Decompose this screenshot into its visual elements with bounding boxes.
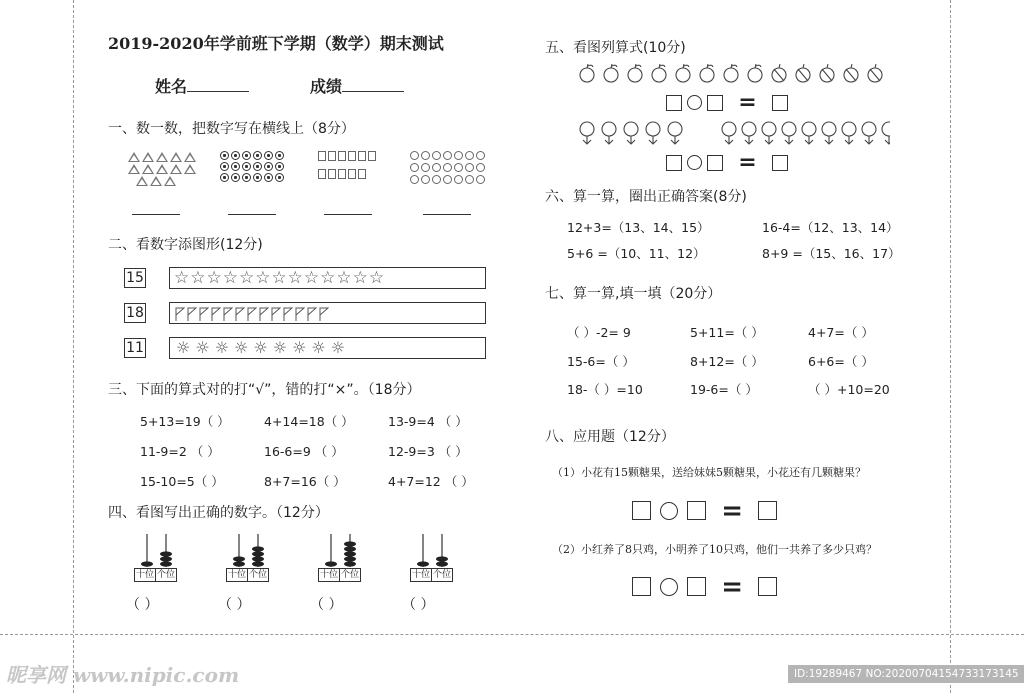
abacus-answer[interactable]: （ ） — [218, 597, 251, 613]
fill-item[interactable]: 15-6=（ ） — [567, 354, 635, 369]
answer-box — [772, 155, 788, 171]
ones-label: 个位 — [340, 570, 359, 580]
ones-label: 个位 — [432, 570, 451, 580]
section5-heading: 五、看图列算式(10分) — [545, 40, 686, 56]
circle-answer-item[interactable]: 5+6 =（10、11、12） — [567, 246, 706, 261]
sun-icon-row: ☼☼☼☼☼☼☼☼☼ — [176, 338, 351, 357]
check-item[interactable]: 4+7=12 （ ） — [388, 474, 474, 489]
fill-item[interactable]: 5+11=（ ） — [690, 325, 764, 340]
fill-item[interactable]: 19-6=（ ） — [690, 382, 758, 397]
fill-item[interactable]: 18-（ ）=10 — [567, 382, 643, 397]
answer-box — [687, 501, 706, 520]
right-margin-line — [950, 0, 951, 693]
circle-answer-item[interactable]: 16-4=（12、13、14） — [762, 220, 899, 235]
answer-box — [666, 155, 682, 171]
suns-row[interactable] — [169, 337, 486, 359]
check-item[interactable]: 11-9=2 （ ） — [140, 444, 220, 459]
number-box-15: 15 — [124, 268, 146, 288]
tens-label: 十位 — [411, 570, 430, 580]
section7-heading: 七、算一算,填一填（20分） — [545, 286, 722, 302]
fill-item[interactable]: （ ）-2= 9 — [567, 325, 631, 340]
circle-answer-item[interactable]: 8+9 =（15、16、17） — [762, 246, 901, 261]
abacus-rods — [128, 530, 468, 570]
equals-sign: = — [738, 149, 757, 175]
answer-blank-2[interactable] — [228, 214, 276, 215]
equation-blank-row-1[interactable] — [666, 89, 788, 115]
stars-row[interactable] — [169, 267, 486, 289]
left-margin-line — [73, 0, 74, 693]
score-blank[interactable] — [342, 91, 404, 92]
check-item[interactable]: 5+13=19（ ） — [140, 414, 230, 429]
check-item[interactable]: 16-6=9 （ ） — [264, 444, 344, 459]
name-field — [155, 74, 249, 97]
answer-box — [758, 501, 777, 520]
flags-row[interactable] — [169, 302, 486, 324]
section8-heading: 八、应用题（12分） — [545, 429, 675, 445]
answer-blank-4[interactable] — [423, 214, 471, 215]
check-item[interactable]: 13-9=4 （ ） — [388, 414, 468, 429]
answer-box — [666, 95, 682, 111]
equals-sign: = — [738, 89, 757, 115]
check-item[interactable]: 15-10=5（ ） — [140, 474, 224, 489]
ones-label: 个位 — [156, 570, 175, 580]
check-item[interactable]: 12-9=3 （ ） — [388, 444, 468, 459]
operator-circle — [687, 155, 702, 170]
word-problem-2: （2）小红养了8只鸡，小明养了10只鸡，他们一共养了多少只鸡？ — [552, 543, 877, 556]
fill-item[interactable]: 8+12=（ ） — [690, 354, 764, 369]
circle-answer-item[interactable]: 12+3=（13、14、15） — [567, 220, 710, 235]
equals-sign: = — [721, 495, 744, 526]
score-label: 成绩 — [310, 77, 343, 96]
operator-circle — [660, 502, 678, 520]
fill-item[interactable]: 4+7=（ ） — [808, 325, 874, 340]
watermark: 昵享网 www.nipic.com — [6, 663, 240, 687]
section6-heading: 六、算一算，圈出正确答案(8分) — [545, 189, 747, 205]
answer-box — [707, 155, 723, 171]
abacus-answer[interactable]: （ ） — [126, 597, 159, 613]
check-item[interactable]: 4+14=18（ ） — [264, 414, 354, 429]
score-field — [310, 74, 404, 97]
star-icon-row: ☆☆☆☆☆☆☆☆☆☆☆☆☆ — [174, 268, 386, 288]
apple-icon-row — [578, 63, 890, 85]
name-blank[interactable] — [187, 91, 249, 92]
answer-blank-3[interactable] — [324, 214, 372, 215]
number-box-11: 11 — [124, 338, 146, 358]
answer-box — [707, 95, 723, 111]
answer-blank-1[interactable] — [132, 214, 180, 215]
section3-heading: 三、下面的算式对的打“√”，错的打“×”。（18分） — [108, 382, 421, 398]
section4-heading: 四、看图写出正确的数字。（12分） — [108, 505, 329, 521]
fill-item[interactable]: 6+6=（ ） — [808, 354, 874, 369]
bottom-margin-line — [0, 634, 1024, 635]
answer-box — [687, 577, 706, 596]
equals-sign: = — [721, 571, 744, 602]
abacus-answer[interactable]: （ ） — [310, 597, 343, 613]
equation-blank-q1[interactable] — [632, 495, 777, 526]
answer-box — [632, 577, 651, 596]
answer-box — [758, 577, 777, 596]
image-id: ID:19289467 NO:20200704154733173145 — [788, 665, 1024, 683]
section1-heading: 一、数一数，把数字写在横线上（8分） — [108, 121, 355, 137]
number-box-18: 18 — [124, 303, 146, 323]
section2-heading: 二、看数字添图形(12分) — [108, 237, 263, 253]
equation-blank-row-2[interactable] — [666, 149, 788, 175]
tens-label: 十位 — [135, 570, 154, 580]
abacus-answer[interactable]: （ ） — [402, 597, 435, 613]
ones-label: 个位 — [248, 570, 267, 580]
answer-box — [772, 95, 788, 111]
equation-blank-q2[interactable] — [632, 571, 777, 602]
tens-label: 十位 — [227, 570, 246, 580]
answer-box — [632, 501, 651, 520]
operator-circle — [660, 578, 678, 596]
word-problem-1: （1）小花有15颗糖果，送给妹妹5颗糖果，小花还有几颗糖果？ — [552, 466, 866, 479]
page-title: 2019-2020年学前班下学期（数学）期末测试 — [108, 34, 444, 53]
fill-item[interactable]: （ ）+10=20 — [808, 382, 890, 397]
flag-icon-row — [174, 306, 334, 322]
check-item[interactable]: 8+7=16（ ） — [264, 474, 346, 489]
tens-label: 十位 — [319, 570, 338, 580]
operator-circle — [687, 95, 702, 110]
balloon-icon-row — [578, 121, 890, 145]
name-label: 姓名 — [155, 77, 188, 96]
